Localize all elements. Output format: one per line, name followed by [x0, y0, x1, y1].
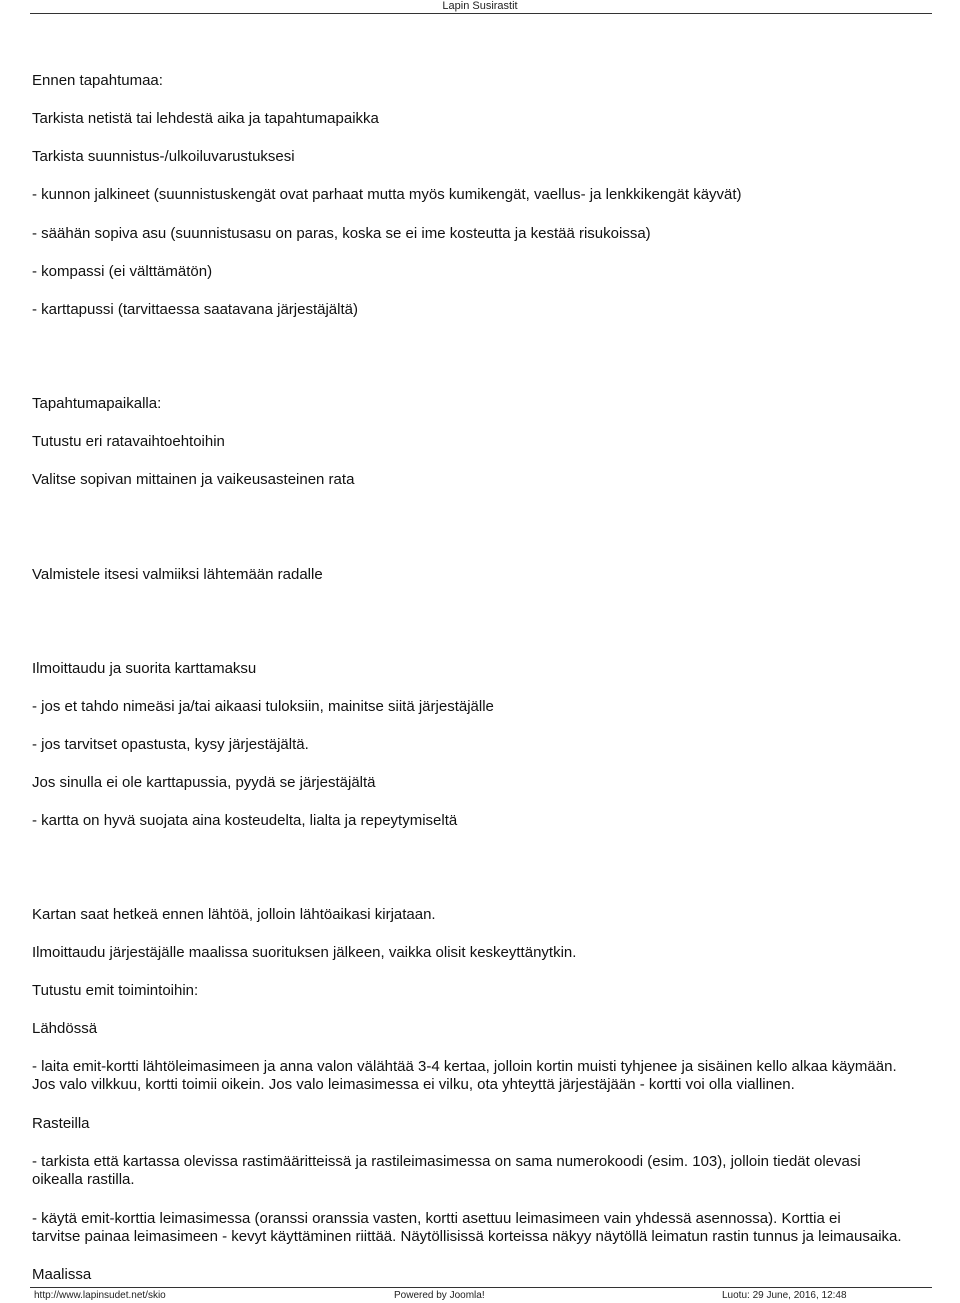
text-line: Ilmoittaudu ja suorita karttamaksu — [32, 660, 257, 677]
text-line: Jos valo vilkkuu, kortti toimii oikein. Jos valo leimasimessa ei vilku, ota yhteyttä järjestäjään - kortti voi olla viallinen. — [32, 1076, 795, 1093]
text-line: Tarkista suunnistus-/ulkoiluvarustuksesi — [32, 148, 295, 165]
text-line: - laita emit-kortti lähtöleimasimeen ja anna valon välähtää 3-4 kertaa, jolloin kortin muisti tyhjenee ja sisäinen kello alkaa käymään. — [32, 1058, 897, 1075]
text-line: - jos et tahdo nimeäsi ja/tai aikaasi tuloksiin, mainitse siitä järjestäjälle — [32, 698, 494, 715]
page-header-title: Lapin Susirastit — [442, 0, 518, 12]
footer-divider — [30, 1287, 932, 1288]
heading-before-event: Ennen tapahtumaa: — [32, 72, 163, 89]
text-line: - karttapussi (tarvittaessa saatavana järjestäjältä) — [32, 301, 358, 318]
text-line: - kompassi (ei välttämätön) — [32, 263, 213, 280]
text-line: Tarkista netistä tai lehdestä aika ja tapahtumapaikka — [32, 110, 379, 127]
text-line: - jos tarvitset opastusta, kysy järjestäjältä. — [32, 736, 309, 753]
text-line: Tutustu eri ratavaihtoehtoihin — [32, 433, 225, 450]
heading-at-venue: Tapahtumapaikalla: — [32, 395, 162, 412]
footer-powered-by: Powered by Joomla! — [394, 1290, 485, 1301]
text-line: oikealla rastilla. — [32, 1171, 135, 1188]
header-divider — [30, 13, 932, 14]
subheading-finish: Maalissa — [32, 1266, 92, 1283]
text-line: - tarkista että kartassa olevissa rastimääritteissä ja rastileimasimessa on sama numerokoodi (esim. 103), jolloin tiedät olevasi — [32, 1153, 861, 1170]
text-line: - säähän sopiva asu (suunnistusasu on paras, koska se ei ime kosteutta ja kestää risukoissa) — [32, 225, 651, 242]
subheading-controls: Rasteilla — [32, 1115, 90, 1132]
footer-url: http://www.lapinsudet.net/skio — [34, 1290, 166, 1301]
text-line: Valitse sopivan mittainen ja vaikeusasteinen rata — [32, 471, 355, 488]
subheading-start: Lähdössä — [32, 1020, 98, 1037]
text-line: - kunnon jalkineet (suunnistuskengät ovat parhaat mutta myös kumikengät, vaellus- ja lenkkikengät käyvät) — [32, 186, 742, 203]
text-line: - käytä emit-korttia leimasimessa (oranssi oranssia vasten, kortti asettuu leimasimeen vain yhdessä asennossa). Korttia ei — [32, 1210, 841, 1227]
text-line: tarvitse painaa leimasimeen - kevyt käyttäminen riittää. Näytöllisissä korteissa näkyy näytöllä leimatun rastin tunnus ja leimausaika. — [32, 1228, 902, 1245]
text-line: Kartan saat hetkeä ennen lähtöä, jolloin lähtöaikasi kirjataan. — [32, 906, 436, 923]
text-line: Jos sinulla ei ole karttapussia, pyydä se järjestäjältä — [32, 774, 376, 791]
text-line: Ilmoittaudu järjestäjälle maalissa suorituksen jälkeen, vaikka olisit keskeyttänytkin. — [32, 944, 577, 961]
text-line: - kartta on hyvä suojata aina kosteudelta, lialta ja repeytymiseltä — [32, 812, 458, 829]
footer-created-date: Luotu: 29 June, 2016, 12:48 — [722, 1290, 847, 1301]
heading-emit-functions: Tutustu emit toimintoihin: — [32, 982, 199, 999]
text-line: Valmistele itsesi valmiiksi lähtemään radalle — [32, 566, 323, 583]
